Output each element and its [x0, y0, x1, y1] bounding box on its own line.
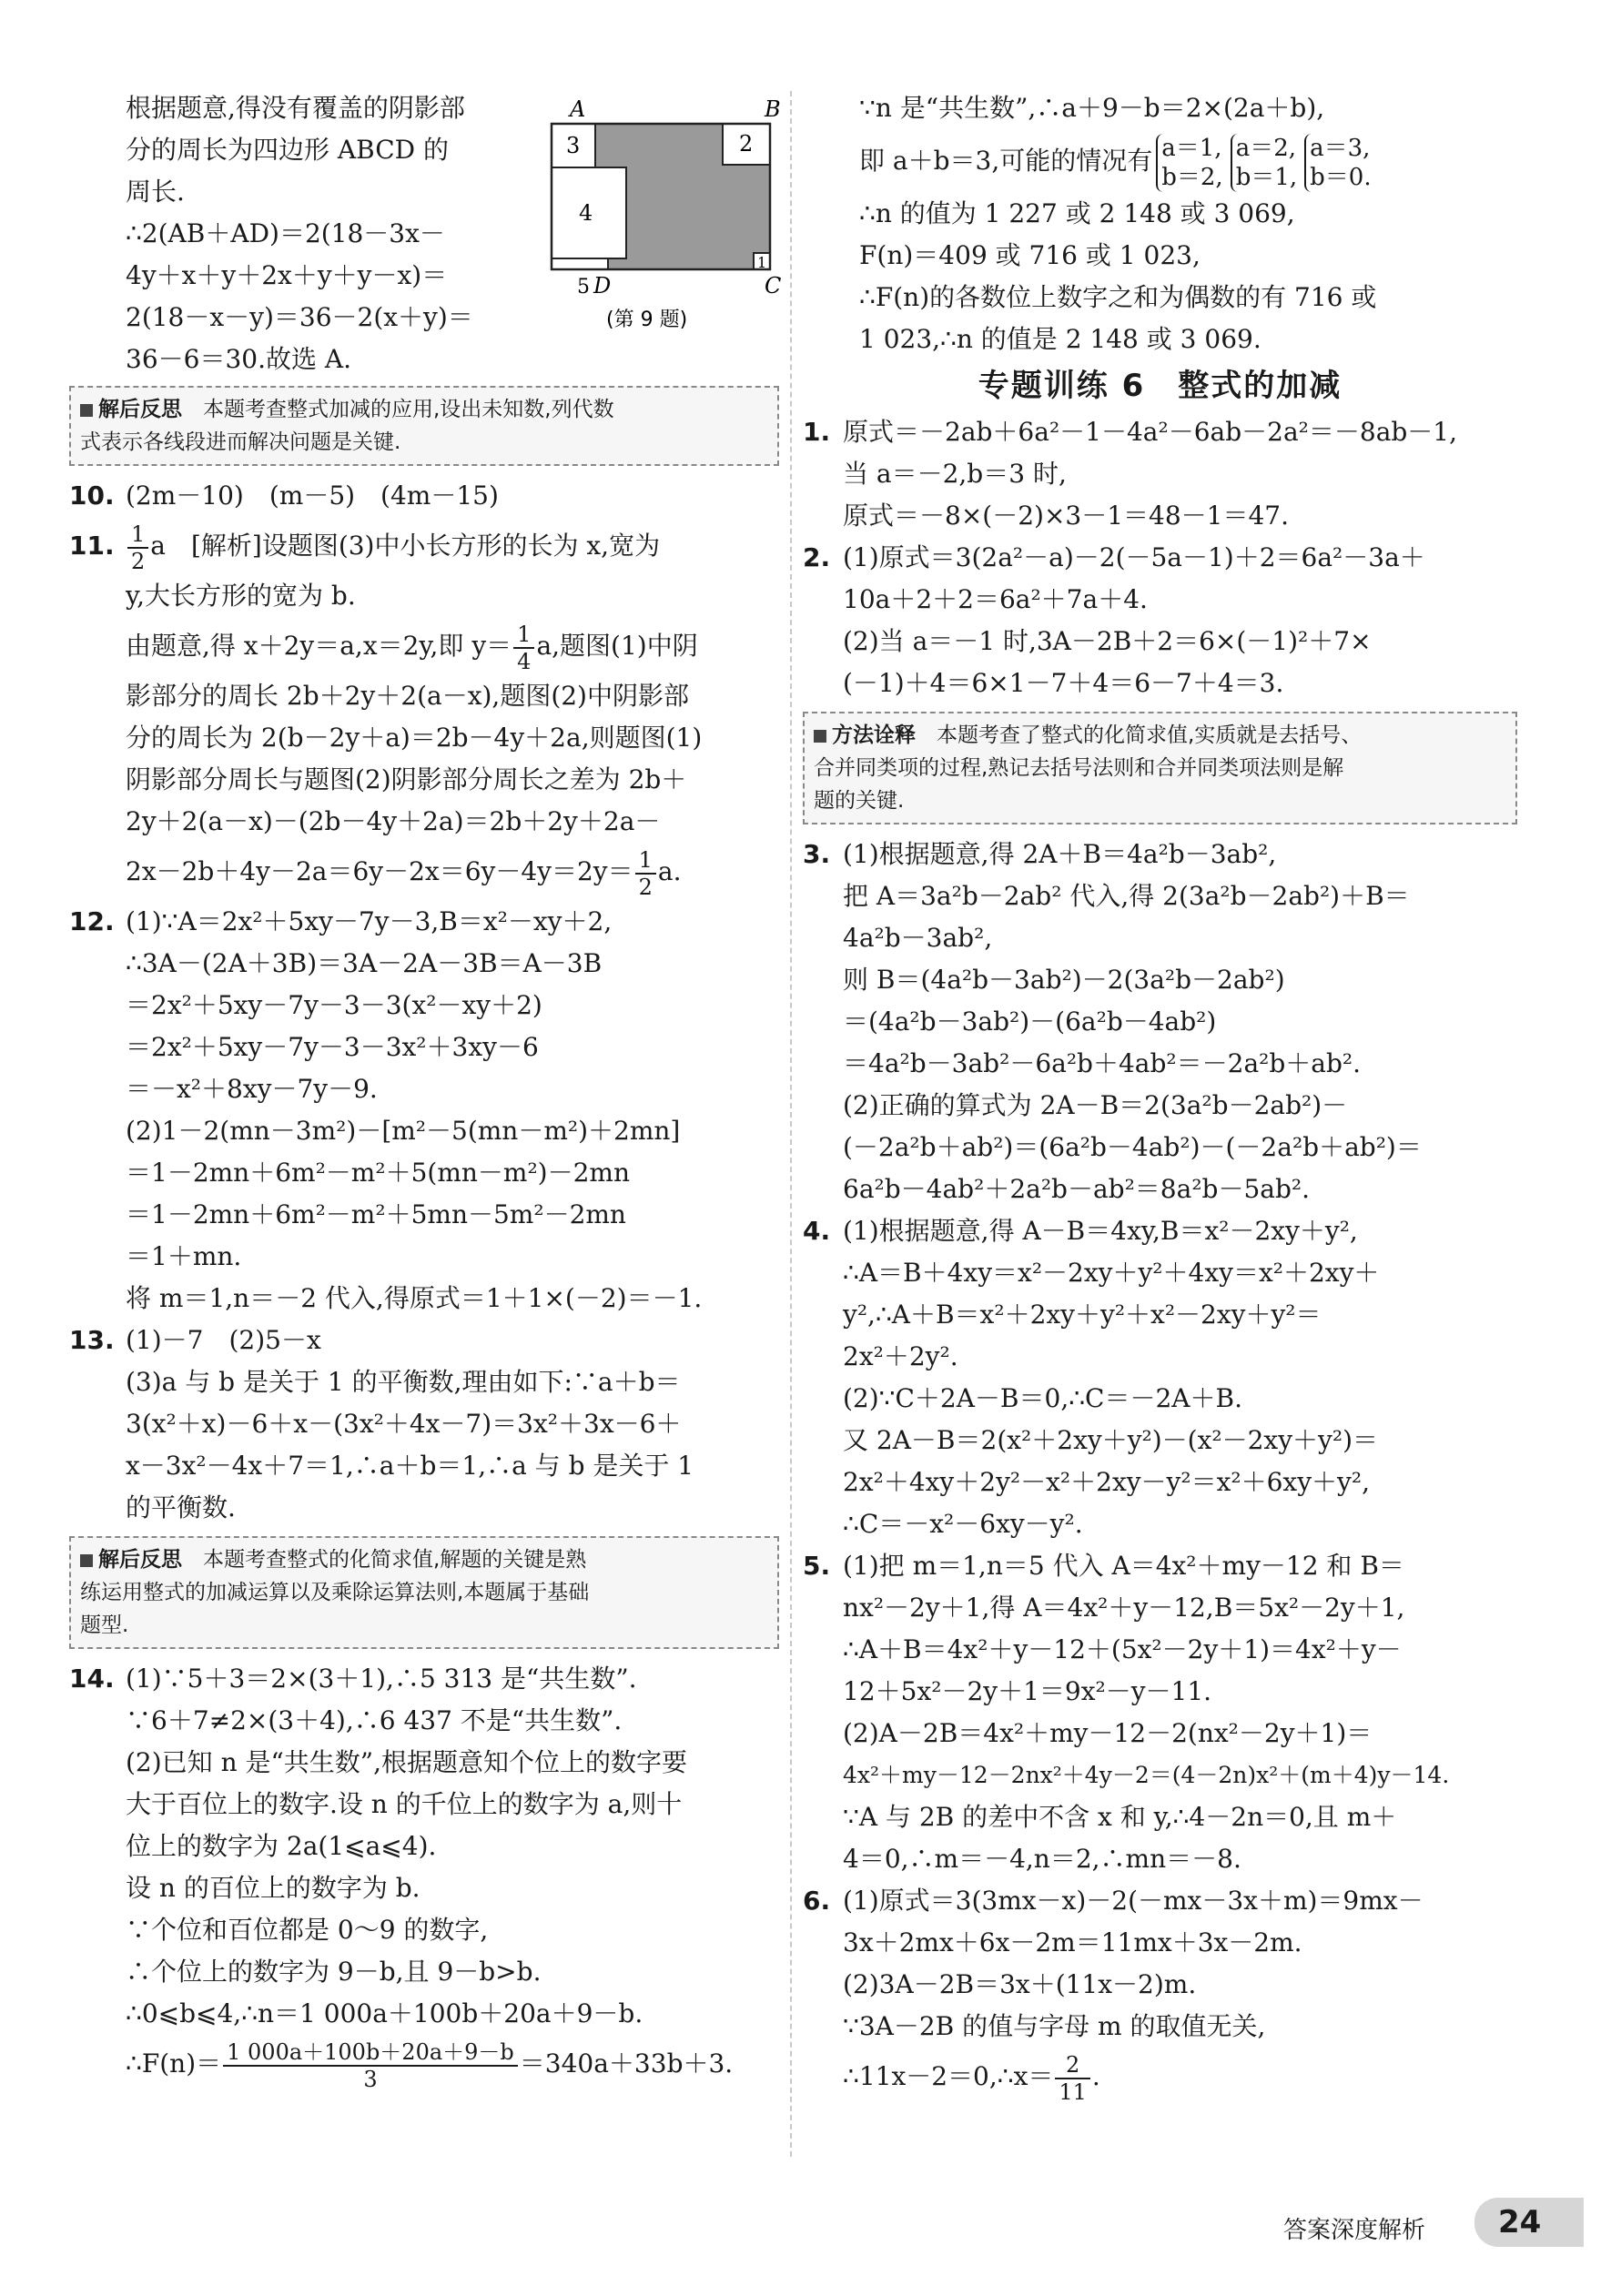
box-text: 本题考查整式的化简求值,解题的关键是熟	[203, 1548, 587, 1572]
box-text: 练运用整式的加减运算以及乘除运算法则,本题属于基础	[80, 1581, 590, 1604]
text-line: 设 n 的百位上的数字为 b.	[126, 1873, 420, 1903]
answer-10	[69, 475, 779, 517]
text-line: 2y＋2(a－x)－(2b－4y＋2a)＝2b＋2y＋2a－	[126, 806, 661, 836]
box-text: 题型.	[80, 1613, 129, 1637]
question-number: 13.	[69, 1325, 115, 1355]
case-brace-1: a＝1, b＝2,	[1156, 134, 1222, 192]
text-line: 36－6＝30.故选 A.	[126, 344, 351, 374]
text-line: a,题图(1)中阴	[536, 631, 698, 661]
figure-caption: (第 9 题)	[606, 308, 688, 331]
text-line: a [解析]设题图(3)中小长方形的长为 x,宽为	[150, 531, 661, 561]
text-line: 原式＝－2ab＋6a²－1－4a²－6ab－2a²＝－8ab－1,	[843, 417, 1458, 447]
text-line: 位上的数字为 2a(1⩽a⩽4).	[126, 1831, 437, 1861]
rectangle-diagram	[542, 87, 788, 351]
question-number: 11.	[69, 531, 115, 561]
fraction: $\frac{1 000a+100b+20a+9-b}{3}$	[223, 2039, 518, 2092]
question-number: 10.	[69, 480, 115, 511]
text-line: ＝1＋mn.	[126, 1241, 242, 1271]
text-line: ＝4a²b－3ab²－6a²b＋4ab²＝－2a²b＋ab².	[843, 1048, 1362, 1078]
text-line: ∴F(n)的各数位上数字之和为偶数的有 716 或	[859, 282, 1377, 312]
text-line: (1)把 m＝1,n＝5 代入 A＝4x²＋my－12 和 B＝	[843, 1551, 1404, 1581]
answer-13	[69, 1320, 779, 1529]
box-text: 本题考查整式加减的应用,设出未知数,列代数	[203, 398, 614, 421]
text-line: ∴A＝B＋4xy＝x²－2xy＋y²＋4xy＝x²＋2xy＋	[843, 1258, 1380, 1288]
right-column	[803, 87, 1517, 2106]
fraction: $\frac{1}{4}$	[513, 622, 534, 674]
text-line: 3(x²＋x)－6＋x－(3x²＋4x－7)＝3x²＋3x－6＋	[126, 1409, 682, 1439]
text-line: 又 2A－B＝2(x²＋2xy＋y²)－(x²－2xy＋y²)＝	[843, 1425, 1378, 1455]
text-line: (1)∵A＝2x²＋5xy－7y－3,B＝x²－xy＋2,	[126, 906, 613, 936]
text-line: .	[1091, 2061, 1100, 2091]
text-line: 影部分的周长 2b＋2y＋2(a－x),题图(2)中阴影部	[126, 681, 689, 711]
text-line: (2)A－2B＝4x²＋my－12－2(nx²－2y＋1)＝	[843, 1718, 1373, 1748]
text-line: ∵3A－2B 的值与字母 m 的取值无关,	[843, 2011, 1266, 2041]
fraction: $\frac{1}{2}$	[635, 847, 656, 900]
box-text: 本题考查了整式的化简求值,实质就是去括号、	[937, 723, 1363, 747]
label-2: 2	[739, 131, 754, 157]
text-line: (1)原式＝3(3mx－x)－2(－mx－3x＋m)＝9mx－	[843, 1886, 1424, 1916]
label-C: C	[765, 273, 782, 298]
text-line: (2)已知 n 是“共生数”,根据题意知个位上的数字要	[126, 1747, 688, 1777]
text-line: 12＋5x²－2y＋1＝9x²－y－11.	[843, 1676, 1212, 1706]
question-number: 4.	[803, 1216, 831, 1246]
text-line: y,大长方形的宽为 b.	[126, 581, 356, 611]
text-line: 6a²b－4ab²＋2a²b－ab²＝8a²b－5ab².	[843, 1174, 1311, 1204]
text-line: 4＝0,∴m＝－4,n＝2,∴mn＝－8.	[843, 1844, 1241, 1874]
text-line: 2x²＋4xy＋2y²－x²＋2xy－y²＝x²＋6xy＋y²,	[843, 1467, 1370, 1497]
text-line: (2)3A－2B＝3x＋(11x－2)m.	[843, 1969, 1197, 1999]
answer-r2	[803, 537, 1517, 704]
text-line: ∴C＝－x²－6xy－y².	[843, 1509, 1083, 1539]
text-line: 周长.	[126, 177, 185, 207]
answer-11	[69, 517, 779, 901]
text-line: 由题意,得 x＋2y＝a,x＝2y,即 y＝	[126, 631, 512, 661]
text-line: 阴影部分周长与题图(2)阴影部分周长之差为 2b＋	[126, 764, 687, 794]
figure-question-9	[542, 87, 788, 351]
text-line: 3x＋2mx＋6x－2m＝11mx＋3x－2m.	[843, 1927, 1302, 1957]
fraction: $\frac{2}{11}$	[1055, 2052, 1090, 2105]
text-line: 10a＋2＋2＝6a²＋7a＋4.	[843, 584, 1148, 614]
box-tag: 解后反思	[80, 1548, 182, 1572]
label-3: 3	[566, 133, 581, 158]
answer-r1	[803, 411, 1517, 537]
text-line: 将 m＝1,n＝－2 代入,得原式＝1＋1×(－2)＝－1.	[126, 1283, 703, 1313]
text-line: ∴个位上的数字为 9－b,且 9－b>b.	[126, 1957, 542, 1987]
section-title: 专题训练 6 整式的加减	[978, 368, 1342, 404]
text-line: 4y＋x＋y＋2x＋y＋y－x)＝	[126, 260, 448, 290]
text-line: ∵个位和百位都是 0～9 的数字,	[126, 1915, 489, 1945]
text-line: 分的周长为四边形 ABCD 的	[126, 135, 449, 165]
question-number: 14.	[69, 1664, 115, 1694]
text-line: (1)∵5＋3＝2×(3＋1),∴5 313 是“共生数”.	[126, 1664, 637, 1694]
box-text: 式表示各线段进而解决问题是关键.	[80, 430, 401, 454]
question-number: 3.	[803, 839, 831, 869]
case-brace-3: a＝3, b＝0.	[1304, 134, 1371, 192]
text-line: (3)a 与 b 是关于 1 的平衡数,理由如下:∵a＋b＝	[126, 1367, 681, 1397]
text-line: 2x－2b＋4y－2a＝6y－2x＝6y－4y＝2y＝	[126, 856, 633, 886]
text-line: ∴2(AB＋AD)＝2(18－3x－	[126, 218, 445, 248]
text-line: ＝1－2mn＋6m²－m²＋5mn－5m²－2mn	[126, 1199, 626, 1229]
text-line: 根据题意,得没有覆盖的阴影部	[126, 93, 465, 123]
text-line: ∵A 与 2B 的差中不含 x 和 y,∴4－2n＝0,且 m＋	[843, 1802, 1397, 1832]
text-line: y²,∴A＋B＝x²＋2xy＋y²＋x²－2xy＋y²＝	[843, 1300, 1322, 1330]
answer-14-continued	[803, 87, 1517, 360]
text-line: ∴A＋B＝4x²＋y－12＋(5x²－2y＋1)＝4x²＋y－	[843, 1634, 1402, 1664]
text-line: 则 B＝(4a²b－3ab²)－2(3a²b－2ab²)	[843, 965, 1285, 995]
text-line: 2(18－x－y)＝36－2(x＋y)＝	[126, 302, 473, 332]
question-number: 2.	[803, 542, 831, 572]
text-line: (1)根据题意,得 A－B＝4xy,B＝x²－2xy＋y²,	[843, 1216, 1358, 1246]
answer-14	[69, 1658, 779, 2093]
text-line: ∵6＋7≠2×(3＋4),∴6 437 不是“共生数”.	[126, 1705, 623, 1735]
question-number: 1.	[803, 417, 831, 447]
text-line: (1)原式＝3(2a²－a)－2(－5a－1)＋2＝6a²－3a＋	[843, 542, 1425, 572]
strip-5	[552, 258, 608, 269]
box-text: 题的关键.	[814, 789, 905, 813]
text-line: F(n)＝409 或 716 或 1 023,	[859, 240, 1201, 270]
label-B: B	[765, 96, 781, 122]
text-line: 分的周长为 2(b－2y＋a)＝2b－4y＋2a,则题图(1)	[126, 723, 703, 753]
column-divider	[790, 91, 792, 2157]
text-line: ＝－x²＋8xy－7y－9.	[126, 1074, 378, 1104]
text-line: 把 A＝3a²b－2ab² 代入,得 2(3a²b－2ab²)＋B＝	[843, 881, 1410, 911]
label-1: 1	[757, 254, 767, 271]
footer-label: 答案深度解析	[1283, 2217, 1426, 2244]
fraction: $\frac{1}{2}$	[127, 521, 148, 574]
text-line: x－3x²－4x＋7＝1,∴a＋b＝1,∴a 与 b 是关于 1	[126, 1451, 694, 1481]
reflection-box-1	[69, 386, 779, 466]
answer-r3	[803, 834, 1517, 1210]
text-line: 即 a＋b＝3,可能的情况有	[859, 146, 1153, 176]
text-line: nx²－2y＋1,得 A＝4x²＋y－12,B＝5x²－2y＋1,	[843, 1593, 1405, 1623]
method-box	[803, 712, 1517, 824]
text-line: ∴F(n)＝	[126, 2048, 222, 2079]
text-line: ∴n 的值为 1 227 或 2 148 或 3 069,	[859, 198, 1295, 228]
question-number: 12.	[69, 906, 115, 936]
text-line: (1)－7 (2)5－x	[126, 1325, 321, 1355]
text-line: (－1)＋4＝6×1－7＋4＝6－7＋4＝3.	[843, 668, 1284, 698]
box-tag: 解后反思	[80, 398, 182, 421]
text-line: a.	[657, 856, 682, 886]
text-line: 4x²＋my－12－2nx²＋4y－2＝(4－2n)x²＋(m＋4)y－14.	[843, 1762, 1450, 1788]
text-line: 4a²b－3ab²,	[843, 923, 993, 953]
text-line: 当 a＝－2,b＝3 时,	[843, 459, 1067, 489]
question-number: 5.	[803, 1551, 831, 1581]
reflection-box-2	[69, 1536, 779, 1649]
text-line: (1)根据题意,得 2A＋B＝4a²b－3ab²,	[843, 839, 1277, 869]
text-line: ∴0⩽b⩽4,∴n＝1 000a＋100b＋20a＋9－b.	[126, 1998, 643, 2028]
box-tag: 方法诠释	[814, 723, 916, 747]
text-line: 1 023,∴n 的值是 2 148 或 3 069.	[859, 324, 1261, 354]
text-line: (2)正确的算式为 2A－B＝2(3a²b－2ab²)－	[843, 1090, 1348, 1120]
text-line: ＝(4a²b－3ab²)－(6a²b－4ab²)	[843, 1006, 1217, 1037]
text-line: 大于百位上的数字.设 n 的千位上的数字为 a,则十	[126, 1789, 683, 1819]
text-line: (2)当 a＝－1 时,3A－2B＋2＝6×(－1)²＋7×	[843, 626, 1372, 656]
answer-r5	[803, 1545, 1517, 1880]
text-line: (－2a²b＋ab²)＝(6a²b－4ab²)－(－2a²b＋ab²)＝	[843, 1132, 1422, 1162]
question-number: 6.	[803, 1886, 831, 1916]
text-line: ＝2x²＋5xy－7y－3－3(x²－xy＋2)	[126, 990, 542, 1020]
text-line: ∴3A－(2A＋3B)＝3A－2A－3B＝A－3B	[126, 948, 603, 978]
answer-r4	[803, 1210, 1517, 1545]
text-line: ＝2x²＋5xy－7y－3－3x²＋3xy－6	[126, 1032, 539, 1062]
answer-9	[69, 87, 782, 379]
text-line: 原式＝－8×(－2)×3－1＝48－1＝47.	[843, 501, 1290, 531]
answer-r6	[803, 1880, 1517, 2106]
answer-text: (2m－10) (m－5) (4m－15)	[126, 480, 499, 511]
case-brace-2: a＝2, b＝1,	[1231, 134, 1297, 192]
text-line: ＝340a＋33b＋3.	[519, 2048, 734, 2079]
label-D: D	[593, 273, 612, 298]
label-5: 5	[577, 276, 590, 298]
text-line: 的平衡数.	[126, 1492, 236, 1522]
text-line: ∴11x－2＝0,∴x＝	[843, 2061, 1054, 2091]
answer-12	[69, 901, 779, 1320]
page-number: 24	[1474, 2198, 1584, 2247]
text-line: (2)∵C＋2A－B＝0,∴C＝－2A＋B.	[843, 1383, 1242, 1413]
text-line: (2)1－2(mn－3m²)－[m²－5(mn－m²)＋2mn]	[126, 1116, 681, 1146]
label-4: 4	[579, 200, 593, 226]
label-A: A	[570, 96, 586, 122]
text-line: ＝1－2mn＋6m²－m²＋5(mn－m²)－2mn	[126, 1158, 630, 1188]
left-column	[69, 87, 782, 2093]
box-text: 合并同类项的过程,熟记去括号法则和合并同类项法则是解	[814, 756, 1344, 780]
text-line: 2x²＋2y².	[843, 1341, 958, 1371]
text-line: ∵n 是“共生数”,∴a＋9－b＝2×(2a＋b),	[859, 93, 1325, 123]
